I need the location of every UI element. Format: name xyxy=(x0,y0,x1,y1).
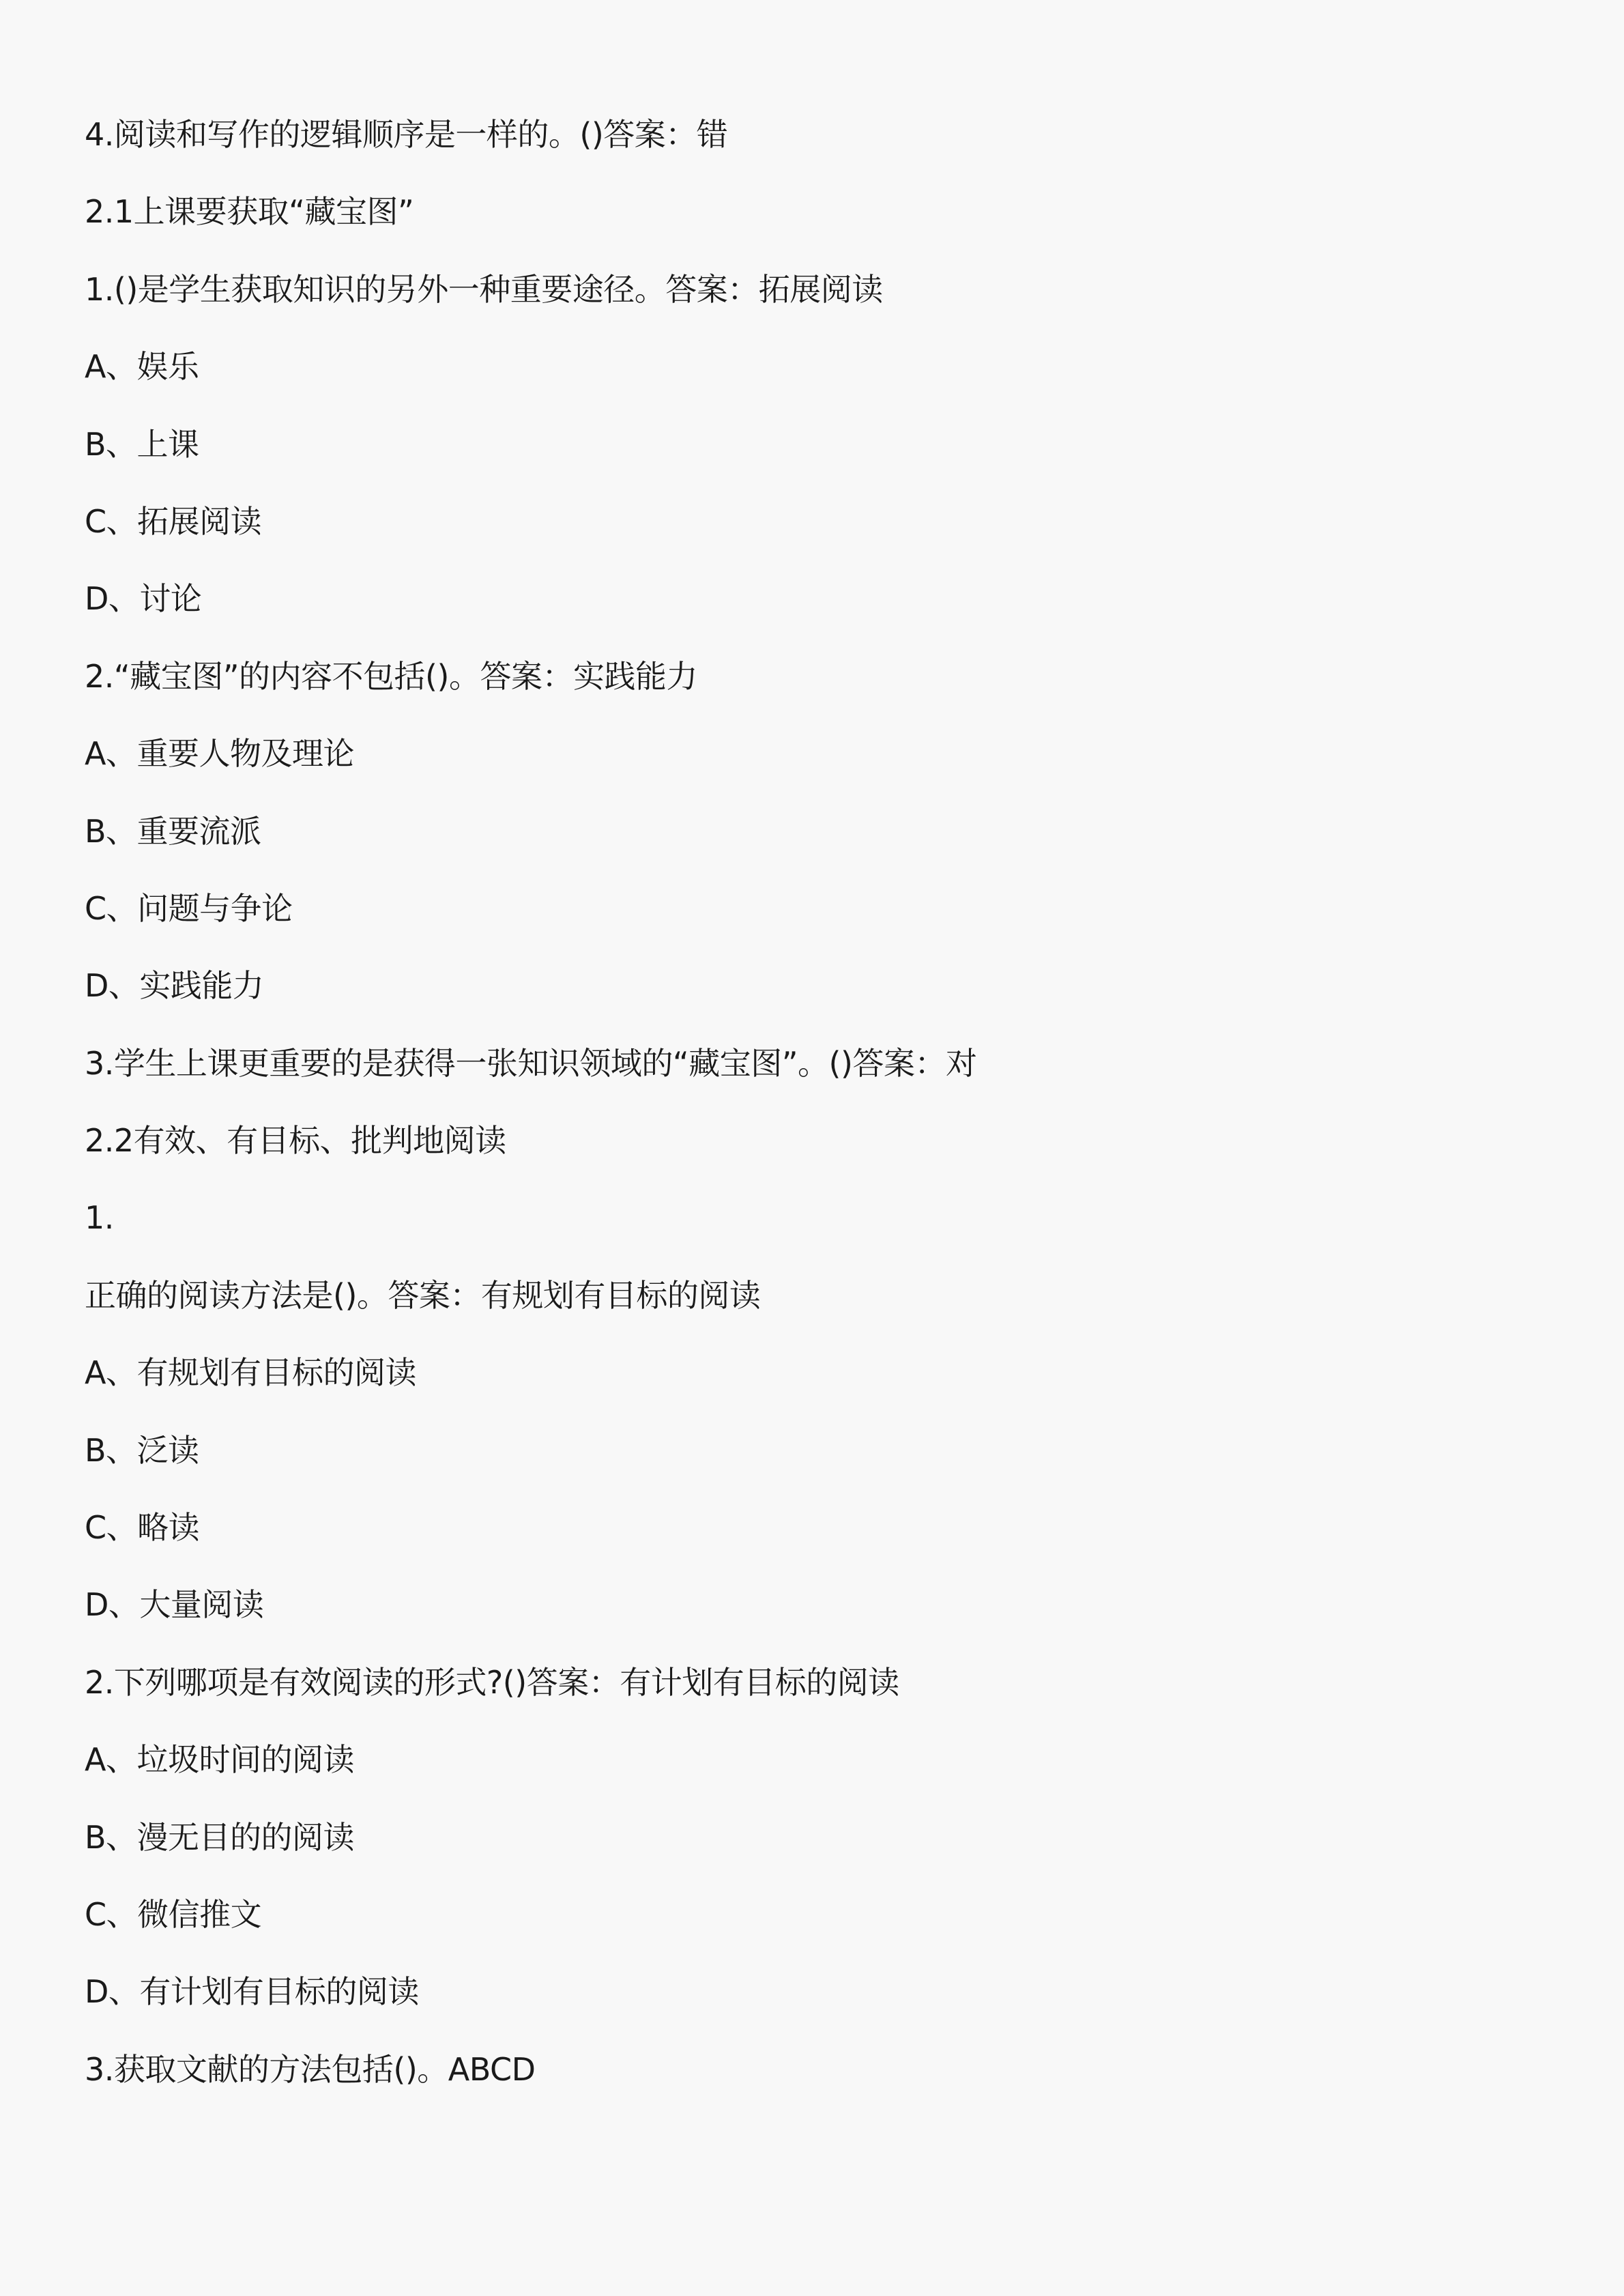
answer-option: B、重要流派 xyxy=(85,812,261,850)
answer-option: A、娱乐 xyxy=(85,348,199,386)
document-body xyxy=(85,111,1552,2123)
question-text: 2.“藏宝图”的内容不包括()。答案：实践能力 xyxy=(85,657,697,695)
answer-option: C、问题与争论 xyxy=(85,889,293,927)
question-true-false: 3.学生上课更重要的是获得一张知识领域的“藏宝图”。()答案：对 xyxy=(85,1044,977,1082)
answer-option: A、有规划有目标的阅读 xyxy=(85,1354,416,1392)
answer-option: D、实践能力 xyxy=(85,967,264,1005)
section-heading: 2.1上课要获取“藏宝图” xyxy=(85,193,414,231)
answer-option: A、垃圾时间的阅读 xyxy=(85,1741,354,1779)
question-number: 1. xyxy=(85,1199,114,1237)
question-text: 正确的阅读方法是()。答案：有规划有目标的阅读 xyxy=(85,1276,761,1314)
answer-option: C、微信推文 xyxy=(85,1895,262,1933)
question-text: 2.下列哪项是有效阅读的形式?()答案：有计划有目标的阅读 xyxy=(85,1663,899,1701)
answer-option: D、讨论 xyxy=(85,580,202,618)
answer-option: B、泛读 xyxy=(85,1431,199,1469)
question-true-false: 4.阅读和写作的逻辑顺序是一样的。()答案：错 xyxy=(85,116,728,153)
answer-option: C、略读 xyxy=(85,1509,200,1547)
answer-option: D、有计划有目标的阅读 xyxy=(85,1973,419,2011)
question-text: 3.获取文献的方法包括()。ABCD xyxy=(85,2050,536,2088)
answer-option: C、拓展阅读 xyxy=(85,502,262,540)
answer-option: B、上课 xyxy=(85,425,199,463)
answer-option: A、重要人物及理论 xyxy=(85,735,354,773)
question-text: 1.()是学生获取知识的另外一种重要途径。答案：拓展阅读 xyxy=(85,270,883,308)
answer-option: B、漫无目的的阅读 xyxy=(85,1818,355,1856)
section-heading: 2.2有效、有目标、批判地阅读 xyxy=(85,1122,506,1160)
answer-option: D、大量阅读 xyxy=(85,1586,264,1624)
